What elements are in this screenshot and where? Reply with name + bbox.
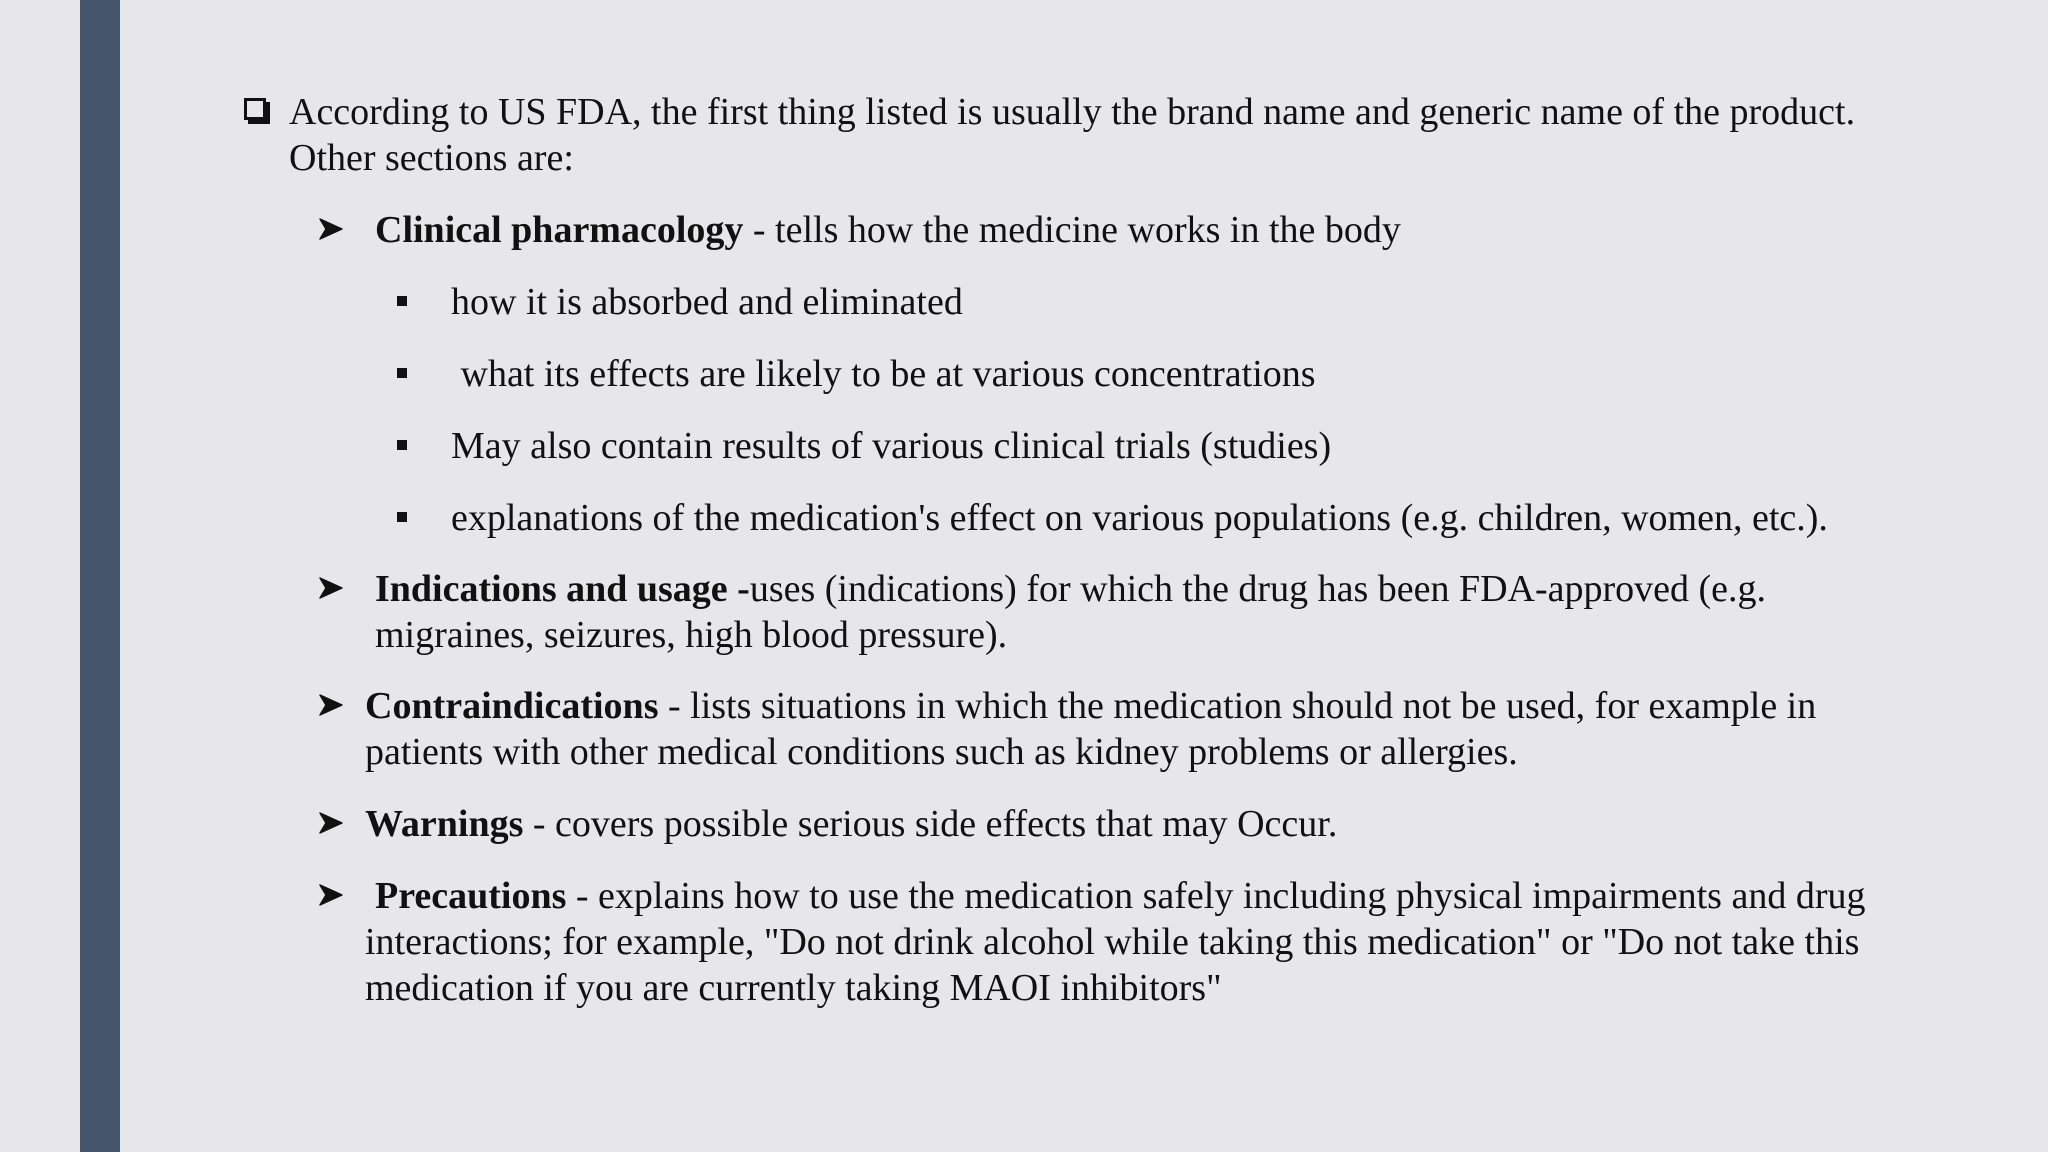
warnings-title: Warnings <box>365 803 524 845</box>
precautions-text-line-2: interactions; for example, "Do not drink alcohol while taking this medication" or "Do not take this <box>365 921 1860 963</box>
indications-text-line-2: migraines, seizures, high blood pressure). <box>375 614 1008 656</box>
precautions-item <box>375 873 1866 919</box>
arrow-bullet-icon <box>318 575 344 601</box>
indications-text-line-1: uses (indications) for which the drug has been FDA-approved (e.g. <box>749 568 1767 610</box>
warnings-item <box>365 801 1337 847</box>
checkbox-bullet-icon <box>244 98 266 120</box>
square-bullet-icon <box>397 296 407 306</box>
arrow-bullet-icon <box>318 882 344 908</box>
clinical-subitem: May also contain results of various clinical trials (studies) <box>451 425 1332 467</box>
clinical-subitem: explanations of the medication's effect on various populations (e.g. children, women, etc.). <box>451 497 1828 539</box>
indications-title: Indications and usage - <box>375 568 750 610</box>
contraindications-text-line-2: patients with other medical conditions such as kidney problems or allergies. <box>365 731 1518 773</box>
clinical-pharmacology-text: - tells how the medicine works in the body <box>743 209 1401 251</box>
square-bullet-icon <box>397 368 407 378</box>
indications-item <box>375 566 1766 612</box>
warnings-text: - covers possible serious side effects that may Occur. <box>523 803 1338 845</box>
square-bullet-icon <box>397 512 407 522</box>
precautions-title: Precautions <box>375 875 567 917</box>
contraindications-text-line-1: - lists situations in which the medication should not be used, for example in <box>658 685 1817 727</box>
clinical-pharmacology-item <box>375 207 1401 253</box>
clinical-subitem: how it is absorbed and eliminated <box>451 281 963 323</box>
arrow-bullet-icon <box>318 216 344 242</box>
contraindications-title: Contraindications <box>365 685 659 727</box>
arrow-bullet-icon <box>318 810 344 836</box>
precautions-text-line-3: medication if you are currently taking MAOI inhibitors" <box>365 967 1222 1009</box>
precautions-text-line-1: - explains how to use the medication safely including physical impairments and drug <box>566 875 1866 917</box>
clinical-pharmacology-title: Clinical pharmacology <box>375 209 744 251</box>
intro-line-1: According to US FDA, the first thing listed is usually the brand name and generic name of the product. <box>289 91 1856 133</box>
clinical-subitem: what its effects are likely to be at various concentrations <box>451 353 1316 395</box>
contraindications-item <box>365 683 1816 729</box>
square-bullet-icon <box>397 440 407 450</box>
intro-line-2: Other sections are: <box>289 137 574 179</box>
arrow-bullet-icon <box>318 692 344 718</box>
